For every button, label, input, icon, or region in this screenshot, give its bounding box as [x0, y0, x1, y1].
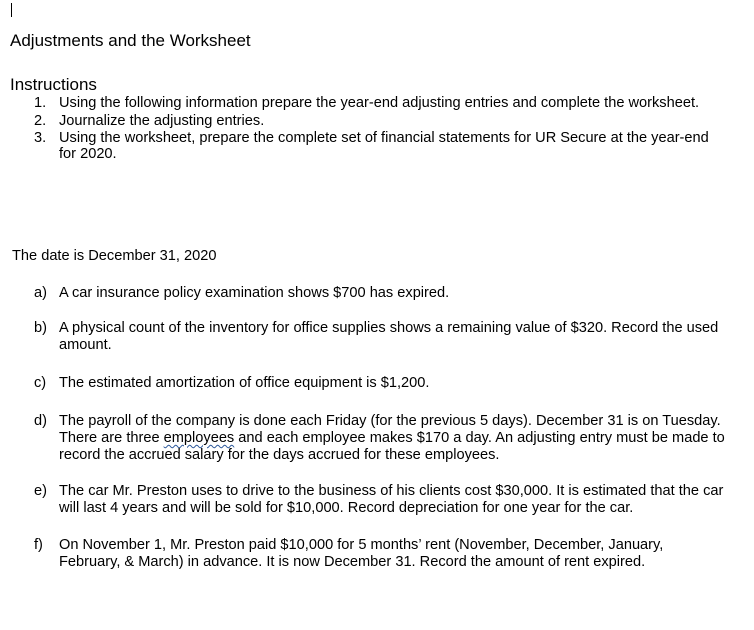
adjustment-item-e [0, 483, 754, 517]
adjustment-letter: f) [34, 537, 43, 553]
adjustment-letter: a) [34, 285, 47, 301]
adjustment-text: A physical count of the inventory for office supplies shows a remaining value of $320. Record the used amount. [59, 320, 719, 353]
instruction-text: Journalize the adjusting entries. [59, 112, 265, 129]
adjustment-text-before: The payroll of the company is done each Friday (for the previous 5 days). December 31 is on Tuesday. There are three [59, 413, 721, 446]
adjustment-letter: d) [34, 413, 47, 429]
instruction-text: Using the worksheet, prepare the complete set of financial statements for UR Secure at the year-end for 2020. [59, 130, 709, 162]
adjustment-item-a [0, 285, 754, 302]
adjustment-letter: c) [34, 375, 47, 391]
adjustment-text: A car insurance policy examination shows $700 has expired. [59, 285, 450, 301]
adjustments-list [0, 285, 754, 571]
adjustment-item-c [0, 375, 754, 392]
adjustment-text-after: and each employee makes $170 a day. An adjusting entry must be made to record the accrued salary for the days accrued for these employees. [59, 430, 725, 463]
document-title: Adjustments and the Worksheet [10, 31, 251, 50]
adjustment-item-b [0, 320, 754, 354]
adjustment-text [59, 413, 725, 463]
adjustment-item-d [0, 413, 754, 464]
date-line: The date is December 31, 2020 [12, 248, 217, 264]
instruction-text: Using the following information prepare the year-end adjusting entries and complete the worksheet. [59, 95, 700, 111]
adjustment-text: On November 1, Mr. Preston paid $10,000 for 5 months’ rent (November, December, January, February, & March) in advance. It is now December 31. Record the amount of rent expired. [59, 537, 664, 570]
adjustment-letter: b) [34, 320, 47, 336]
instruction-number: 2. [34, 112, 47, 129]
instruction-number: 1. [34, 95, 47, 111]
adjustment-letter: e) [34, 483, 47, 499]
instruction-item-3 [0, 131, 754, 162]
adjustment-item-f [0, 537, 754, 571]
adjustment-text: The estimated amortization of office equipment is $1,200. [59, 375, 430, 391]
instructions-list [0, 96, 754, 164]
instruction-number: 3. [34, 130, 47, 146]
instruction-item-2 [0, 114, 754, 130]
instruction-item-1 [0, 96, 754, 112]
instructions-heading: Instructions [10, 75, 97, 94]
spellcheck-flagged-word[interactable]: employees [163, 430, 235, 446]
adjustment-text: The car Mr. Preston uses to drive to the business of his clients cost $30,000. It is estimated that the car will last 4 years and will be sold for $10,000. Record depreciation for one year for the car. [59, 483, 724, 516]
text-cursor [11, 3, 12, 17]
